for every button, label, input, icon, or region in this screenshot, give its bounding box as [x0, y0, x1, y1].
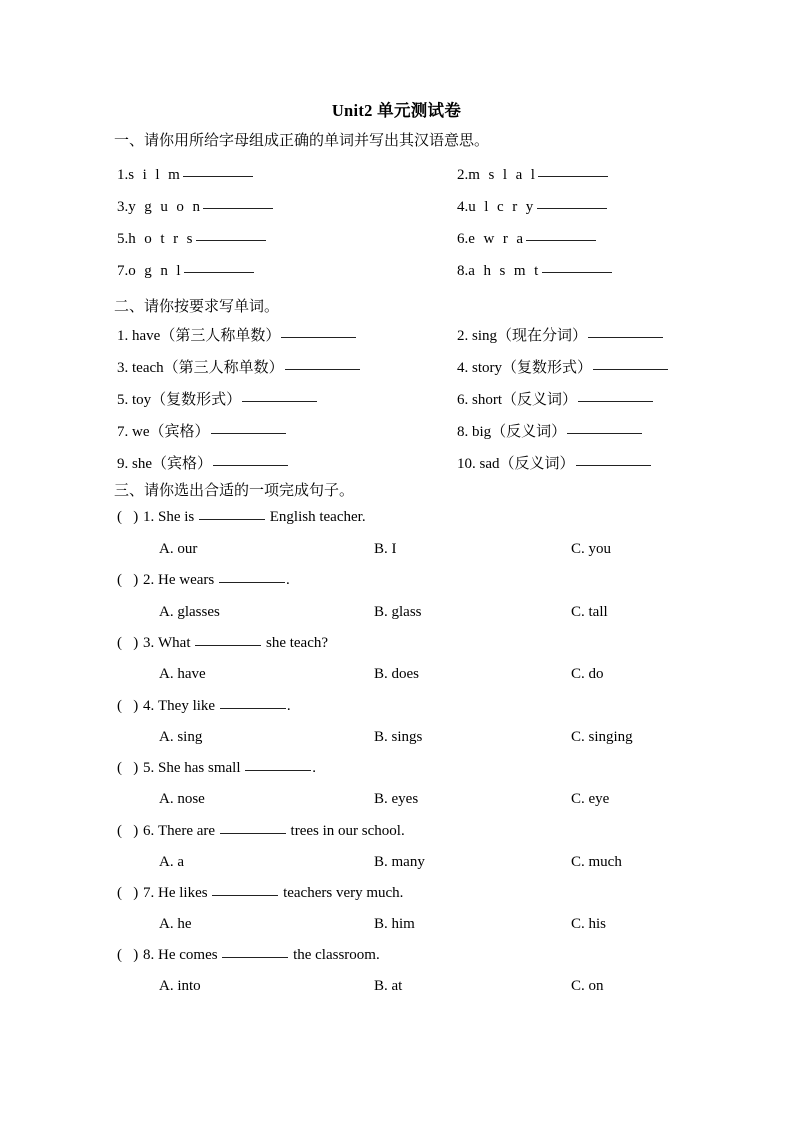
item-word: have [132, 328, 161, 344]
item-number: 8. [457, 424, 469, 440]
item-word: she [132, 456, 152, 472]
answer-blank[interactable] [184, 272, 254, 273]
section-two-item-2 [457, 324, 664, 345]
item-word: teach [132, 360, 164, 376]
section-three-heading: 三、请你选出合适的一项完成句子。 [114, 483, 355, 499]
item-hint: （第三人称单数） [160, 328, 281, 344]
answer-blank[interactable] [242, 401, 317, 402]
item-number: 4. [457, 360, 469, 376]
answer-blank[interactable] [281, 337, 356, 338]
item-letters: e w r a [468, 231, 526, 247]
section-two-item-8 [457, 420, 643, 441]
item-word: sing [472, 328, 498, 344]
answer-blank[interactable] [203, 208, 273, 209]
question-2-option-c[interactable]: C. tall [571, 604, 608, 620]
answer-blank[interactable] [211, 433, 286, 434]
section-one-heading: 一、请你用所给字母组成正确的单词并写出其汉语意思。 [114, 133, 490, 149]
question-text-before: She is [158, 509, 195, 525]
item-number: 6. [457, 392, 469, 408]
item-letters: m s l a l [468, 167, 538, 183]
question-4 [117, 698, 291, 715]
question-4-option-c[interactable]: C. singing [571, 729, 633, 745]
answer-box[interactable]: ( ) [117, 635, 139, 651]
section-one-item-2 [457, 167, 609, 184]
question-8 [117, 947, 380, 964]
answer-blank[interactable] [538, 176, 608, 177]
item-word: we [132, 424, 150, 440]
question-number: 6. [143, 823, 155, 839]
answer-blank[interactable] [593, 369, 668, 370]
item-number: 1. [117, 167, 129, 183]
answer-blank[interactable] [199, 519, 265, 520]
section-one-item-3 [117, 199, 274, 216]
question-text-after: . [286, 698, 291, 714]
question-number: 5. [143, 760, 155, 776]
item-number: 8. [457, 263, 469, 279]
section-two-item-6 [457, 388, 654, 409]
item-number: 4. [457, 199, 469, 215]
item-number: 7. [117, 424, 129, 440]
section-two-item-10 [457, 452, 652, 473]
answer-blank[interactable] [220, 708, 286, 709]
answer-blank[interactable] [578, 401, 653, 402]
question-5-option-a[interactable]: A. nose [159, 791, 205, 807]
item-hint: （宾格） [149, 424, 210, 440]
section-one-item-6 [457, 231, 597, 248]
answer-box[interactable]: ( ) [117, 509, 139, 525]
answer-blank[interactable] [537, 208, 607, 209]
question-8-option-c[interactable]: C. on [571, 978, 604, 994]
section-two-item-7 [117, 420, 287, 441]
section-two-item-9 [117, 452, 289, 473]
item-word: toy [132, 392, 152, 408]
item-letters: u l c r y [468, 199, 536, 215]
item-hint: （反义词） [502, 392, 578, 408]
question-1-option-b[interactable]: B. I [374, 541, 397, 557]
answer-box[interactable]: ( ) [117, 885, 139, 901]
section-one-item-5 [117, 231, 267, 248]
question-2 [117, 572, 290, 589]
answer-blank[interactable] [219, 582, 285, 583]
answer-blank[interactable] [245, 770, 311, 771]
question-6 [117, 823, 405, 840]
section-two-item-5 [117, 388, 318, 409]
question-3-option-c[interactable]: C. do [571, 666, 604, 682]
answer-box[interactable]: ( ) [117, 572, 139, 588]
item-letters: o g n l [128, 263, 183, 279]
section-one-item-1 [117, 167, 254, 184]
item-number: 1. [117, 328, 129, 344]
answer-blank[interactable] [196, 240, 266, 241]
item-number: 6. [457, 231, 469, 247]
question-7-option-b[interactable]: B. him [374, 916, 415, 932]
answer-blank[interactable] [576, 465, 651, 466]
section-one-item-8 [457, 263, 613, 280]
question-text-after: teachers very much. [283, 885, 404, 901]
item-number: 7. [117, 263, 129, 279]
question-number: 3. [143, 635, 155, 651]
question-2-option-a[interactable]: A. glasses [159, 604, 220, 620]
item-letters: a h s m t [468, 263, 541, 279]
question-6-option-c[interactable]: C. much [571, 854, 622, 870]
item-number: 3. [117, 360, 129, 376]
answer-blank[interactable] [213, 465, 288, 466]
item-letters: y g u o n [128, 199, 203, 215]
section-two-item-1 [117, 324, 357, 345]
question-text-after: . [285, 572, 290, 588]
item-hint: （复数形式） [151, 392, 242, 408]
item-hint: （宾格） [152, 456, 213, 472]
answer-box[interactable]: ( ) [117, 823, 139, 839]
question-1 [117, 509, 366, 526]
question-7-option-c[interactable]: C. his [571, 916, 607, 932]
item-number: 5. [117, 231, 129, 247]
item-hint: （现在分词） [497, 328, 588, 344]
item-hint: （第三人称单数） [163, 360, 284, 376]
answer-box[interactable]: ( ) [117, 698, 139, 714]
answer-blank[interactable] [285, 369, 360, 370]
question-number: 7. [143, 885, 155, 901]
section-one-item-7 [117, 263, 255, 280]
question-6-option-b[interactable]: B. many [374, 854, 425, 870]
item-word: story [472, 360, 502, 376]
question-1-option-a[interactable]: A. our [159, 541, 198, 557]
question-4-option-b[interactable]: B. sings [374, 729, 423, 745]
question-6-option-a[interactable]: A. a [159, 854, 184, 870]
question-3 [117, 635, 328, 652]
question-text-after: the classroom. [293, 947, 380, 963]
item-number: 2. [457, 167, 469, 183]
item-word: short [472, 392, 502, 408]
answer-box[interactable]: ( ) [117, 760, 139, 776]
answer-blank[interactable] [220, 833, 286, 834]
question-2-option-b[interactable]: B. glass [374, 604, 422, 620]
question-text-after: she teach? [265, 635, 329, 651]
item-number: 5. [117, 392, 129, 408]
item-hint: （反义词） [499, 456, 575, 472]
question-number: 8. [143, 947, 155, 963]
item-hint: （复数形式） [502, 360, 593, 376]
question-text-before: They like [158, 698, 216, 714]
question-text-after: trees in our school. [290, 823, 405, 839]
question-number: 4. [143, 698, 155, 714]
question-text-before: He wears [158, 572, 215, 588]
question-8-option-b[interactable]: B. at [374, 978, 403, 994]
question-1-option-c[interactable]: C. you [571, 541, 612, 557]
item-number: 3. [117, 199, 129, 215]
question-number: 1. [143, 509, 155, 525]
question-7 [117, 885, 403, 902]
question-8-option-a[interactable]: A. into [159, 978, 201, 994]
answer-blank[interactable] [526, 240, 596, 241]
section-two-item-4 [457, 356, 669, 377]
question-5-option-c[interactable]: C. eye [571, 791, 610, 807]
page-title: Unit2 单元测试卷 [331, 101, 462, 120]
question-text-after: . [312, 760, 316, 776]
question-text-before: There are [158, 823, 216, 839]
question-text-before: He comes [158, 947, 218, 963]
item-letters: s i l m [128, 167, 183, 183]
item-number: 9. [117, 456, 129, 472]
answer-blank[interactable] [588, 337, 663, 338]
question-number: 2. [143, 572, 155, 588]
question-text-after: English teacher. [269, 509, 366, 525]
question-3-option-a[interactable]: A. have [159, 666, 206, 682]
question-4-option-a[interactable]: A. sing [159, 729, 203, 745]
question-text-before: She has small [158, 760, 241, 776]
answer-box[interactable]: ( ) [117, 947, 139, 963]
item-letters: h o t r s [128, 231, 195, 247]
question-text-before: What [158, 635, 191, 651]
question-5-option-b[interactable]: B. eyes [374, 791, 419, 807]
item-hint: （反义词） [491, 424, 567, 440]
answer-blank[interactable] [222, 957, 288, 958]
item-word: sad [479, 456, 500, 472]
section-two-heading: 二、请你按要求写单词。 [114, 299, 280, 315]
answer-blank[interactable] [212, 895, 278, 896]
section-one-item-4 [457, 199, 608, 216]
question-3-option-b[interactable]: B. does [374, 666, 419, 682]
item-number: 2. [457, 328, 469, 344]
answer-blank[interactable] [542, 272, 612, 273]
question-7-option-a[interactable]: A. he [159, 916, 192, 932]
answer-blank[interactable] [567, 433, 642, 434]
answer-blank[interactable] [183, 176, 253, 177]
answer-blank[interactable] [195, 645, 261, 646]
question-5 [117, 760, 316, 777]
item-number: 10. [457, 456, 476, 472]
section-two-item-3 [117, 356, 361, 377]
question-text-before: He likes [158, 885, 208, 901]
item-word: big [472, 424, 492, 440]
